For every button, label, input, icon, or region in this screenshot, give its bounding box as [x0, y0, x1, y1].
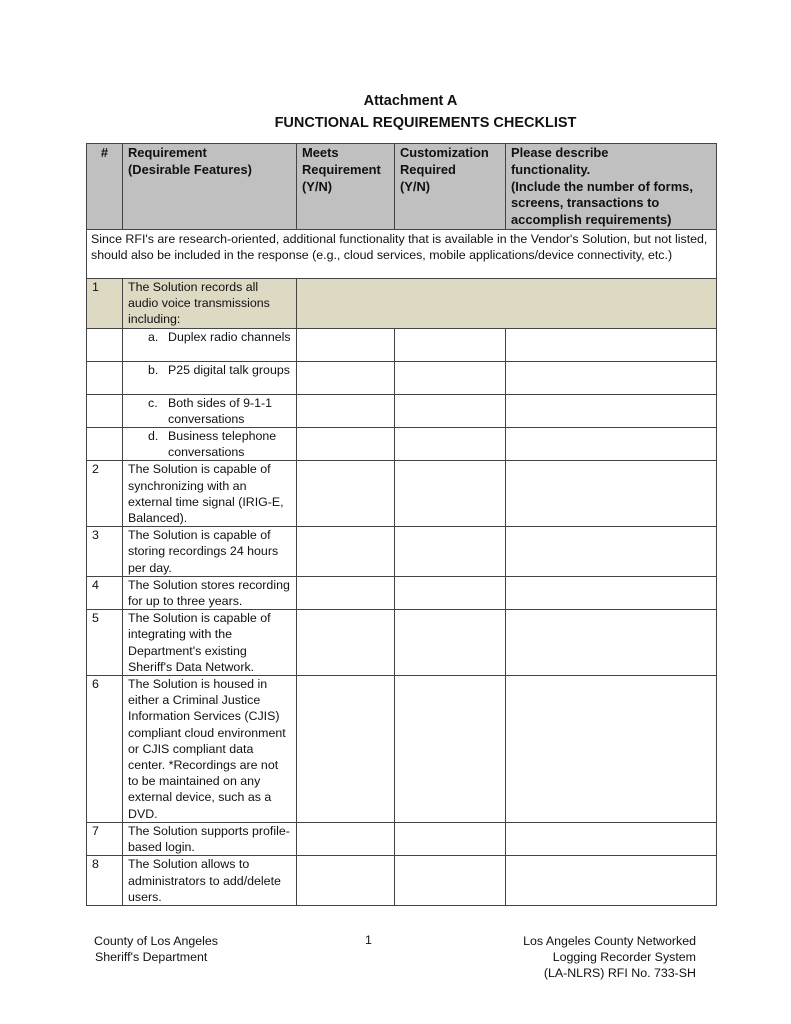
document-title: Attachment A [363, 93, 458, 109]
describe-functionality-cell[interactable] [506, 856, 717, 906]
table-row-subitem-d [87, 428, 717, 461]
describe-functionality-cell[interactable] [506, 676, 717, 823]
meets-requirement-cell[interactable] [297, 822, 395, 855]
describe-functionality-cell[interactable] [506, 394, 717, 427]
row-number [87, 428, 123, 461]
column-header-customization-required: Customization Required (Y/N) [395, 144, 506, 230]
describe-functionality-cell[interactable] [506, 527, 717, 577]
row-number: 8 [87, 856, 123, 906]
table-row-4 [87, 576, 717, 609]
requirement-text: The Solution stores recording for up to three years. [123, 576, 297, 609]
instruction-note-row [87, 230, 717, 279]
meets-requirement-cell[interactable] [297, 676, 395, 823]
customization-required-cell[interactable] [395, 610, 506, 676]
requirement-text: d. Business telephone conversations [123, 428, 297, 461]
meets-requirement-cell[interactable] [297, 428, 395, 461]
column-header-number: # [87, 144, 123, 230]
row-number: 1 [87, 279, 123, 329]
table-row-7 [87, 822, 717, 855]
requirement-text: a. Duplex radio channels [123, 328, 297, 361]
customization-required-cell[interactable] [395, 394, 506, 427]
describe-functionality-cell[interactable] [506, 428, 717, 461]
customization-required-cell[interactable] [395, 676, 506, 823]
requirement-text: The Solution is capable of storing recordings 24 hours per day. [123, 527, 297, 577]
column-header-meets-requirement: Meets Requirement (Y/N) [297, 144, 395, 230]
meets-requirement-cell[interactable] [297, 461, 395, 527]
meets-requirement-cell[interactable] [297, 576, 395, 609]
requirement-text: The Solution allows to administrators to add/delete users. [123, 856, 297, 906]
customization-required-cell[interactable] [395, 328, 506, 361]
table-row-subitem-a [87, 328, 717, 361]
table-row-section-1 [87, 279, 717, 329]
customization-required-cell[interactable] [395, 576, 506, 609]
describe-functionality-cell[interactable] [506, 610, 717, 676]
table-row-5 [87, 610, 717, 676]
requirement-text: b. P25 digital talk groups [123, 361, 297, 394]
column-header-describe-functionality: Please describe functionality. (Include the number of forms, screens, transactions to accomplish requirements) [506, 144, 717, 230]
customization-required-cell[interactable] [395, 428, 506, 461]
table-row-3 [87, 527, 717, 577]
instruction-note: Since RFI's are research-oriented, additional functionality that is available in the Vendor's Solution, but not listed, should also be included in the response (e.g., cloud services, mobile applications/device connectivity, etc.) [87, 230, 717, 279]
document-subtitle: FUNCTIONAL REQUIREMENTS CHECKLIST [274, 115, 577, 131]
row-number [87, 328, 123, 361]
describe-functionality-cell[interactable] [506, 822, 717, 855]
table-row-subitem-c [87, 394, 717, 427]
customization-required-cell[interactable] [395, 361, 506, 394]
row-number: 6 [87, 676, 123, 823]
requirement-text: The Solution is housed in either a Criminal Justice Information Services (CJIS) compliant cloud environment or CJIS compliant data center. *Recordings are not to be maintained on any external device, such as a DVD. [123, 676, 297, 823]
table-row-2 [87, 461, 717, 527]
row-number: 7 [87, 822, 123, 855]
customization-required-cell[interactable] [395, 822, 506, 855]
row-number [87, 394, 123, 427]
column-header-requirement: Requirement (Desirable Features) [123, 144, 297, 230]
row-number [87, 361, 123, 394]
footer-document-id: Los Angeles County Networked Logging Recorder System (LA-NLRS) RFI No. 733-SH [523, 934, 696, 980]
row-number: 3 [87, 527, 123, 577]
meets-requirement-cell[interactable] [297, 610, 395, 676]
page-number: 1 [365, 933, 372, 947]
row-number: 4 [87, 576, 123, 609]
customization-required-cell[interactable] [395, 856, 506, 906]
row-number: 2 [87, 461, 123, 527]
requirement-text: c. Both sides of 9-1-1 conversations [123, 394, 297, 427]
describe-functionality-cell[interactable] [506, 461, 717, 527]
meets-requirement-cell[interactable] [297, 394, 395, 427]
section-shaded-cell [297, 279, 717, 329]
describe-functionality-cell[interactable] [506, 361, 717, 394]
requirement-text: The Solution records all audio voice transmissions including: [123, 279, 297, 329]
meets-requirement-cell[interactable] [297, 527, 395, 577]
meets-requirement-cell[interactable] [297, 361, 395, 394]
describe-functionality-cell[interactable] [506, 576, 717, 609]
meets-requirement-cell[interactable] [297, 328, 395, 361]
meets-requirement-cell[interactable] [297, 856, 395, 906]
table-row-8 [87, 856, 717, 906]
requirements-table [86, 143, 717, 906]
describe-functionality-cell[interactable] [506, 328, 717, 361]
table-row-6 [87, 676, 717, 823]
table-header-row [87, 144, 717, 230]
customization-required-cell[interactable] [395, 461, 506, 527]
requirement-text: The Solution supports profile-based login. [123, 822, 297, 855]
footer-organization: County of Los Angeles Sheriff's Department [94, 934, 218, 964]
customization-required-cell[interactable] [395, 527, 506, 577]
row-number: 5 [87, 610, 123, 676]
requirement-text: The Solution is capable of integrating with the Department's existing Sheriff's Data Network. [123, 610, 297, 676]
table-row-subitem-b [87, 361, 717, 394]
requirement-text: The Solution is capable of synchronizing with an external time signal (IRIG-E, Balanced). [123, 461, 297, 527]
